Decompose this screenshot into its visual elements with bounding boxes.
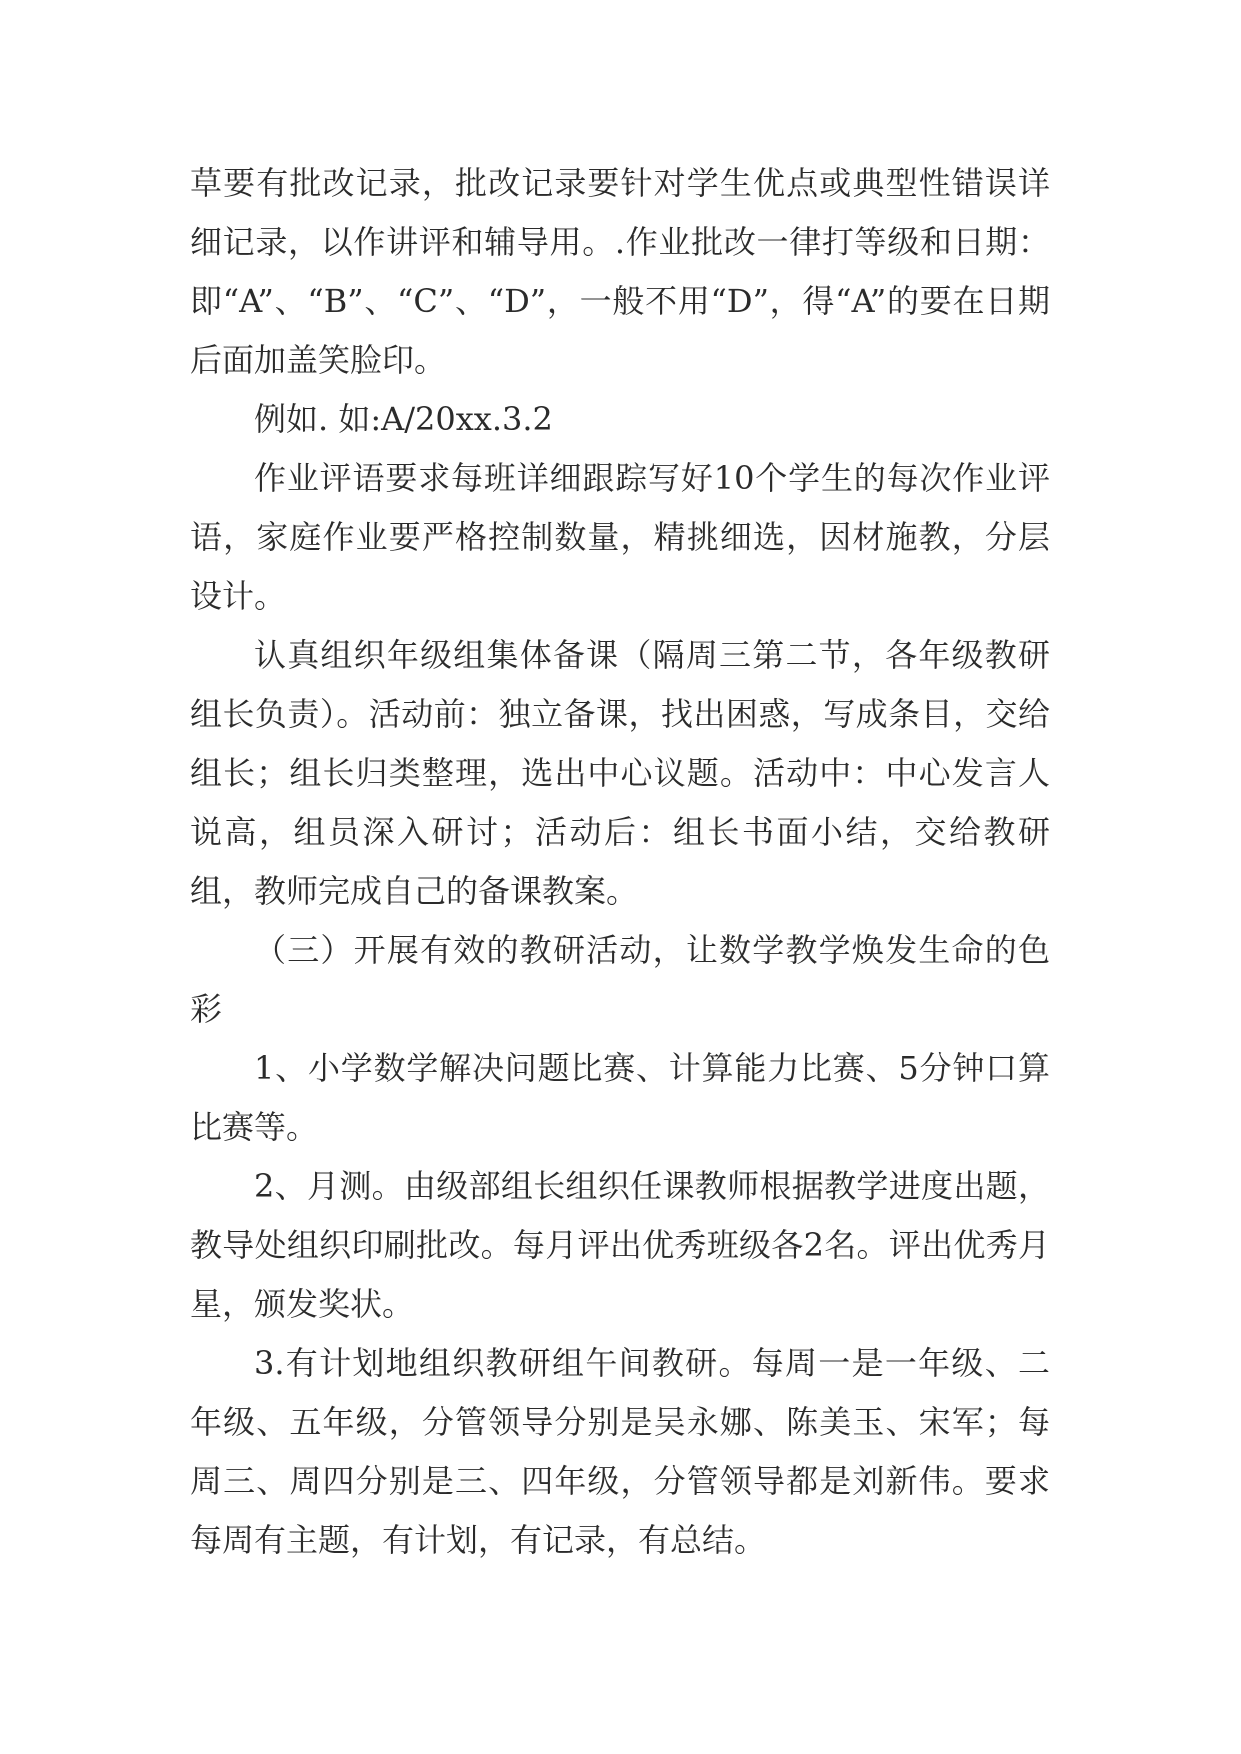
paragraph-homework-comments: 作业评语要求每班详细跟踪写好10个学生的每次作业评语，家庭作业要严格控制数量，精挑细选，因材施教，分层设计。 — [190, 459, 1050, 615]
list-item-3-noon-research: 3.有计划地组织教研组午间教研。每周一是一年级、二年级、五年级，分管领导分别是吴永娜、陈美玉、宋军；每周三、周四分别是三、四年级，分管领导都是刘新伟。要求每周有主题，有计划，有记录，有总结。 — [190, 1344, 1050, 1559]
paragraph-collective-lesson-prep: 认真组织年级组集体备课（隔周三第二节，各年级教研组长负责）。活动前：独立备课，找出困惑，写成条目，交给组长；组长归类整理，选出中心议题。活动中：中心发言人说高，组员深入研讨；活动后：组长书面小结，交给教研组，教师完成自己的备课教案。 — [190, 636, 1050, 910]
list-item-2-monthly-test: 2、月测。由级部组长组织任课教师根据教学进度出题，教导处组织印刷批改。每月评出优秀班级各2名。评出优秀月星，颁发奖状。 — [190, 1167, 1050, 1323]
section-heading-teaching-research: （三）开展有效的教研活动，让数学教学焕发生命的色彩 — [190, 931, 1050, 1028]
paragraph-example: 例如. 如:A/20xx.3.2 — [254, 400, 553, 438]
list-item-1-competitions: 1、小学数学解决问题比赛、计算能力比赛、5分钟口算比赛等。 — [190, 1049, 1050, 1146]
paragraph-homework-correction: 草要有批改记录，批改记录要针对学生优点或典型性错误详细记录，以作讲评和辅导用。.作业批改一律打等级和日期：即“A”、“B”、“C”、“D”，一般不用“D”，得“A”的要在日期后面加盖笑脸印。 — [190, 164, 1050, 379]
document-body — [190, 154, 1050, 1570]
